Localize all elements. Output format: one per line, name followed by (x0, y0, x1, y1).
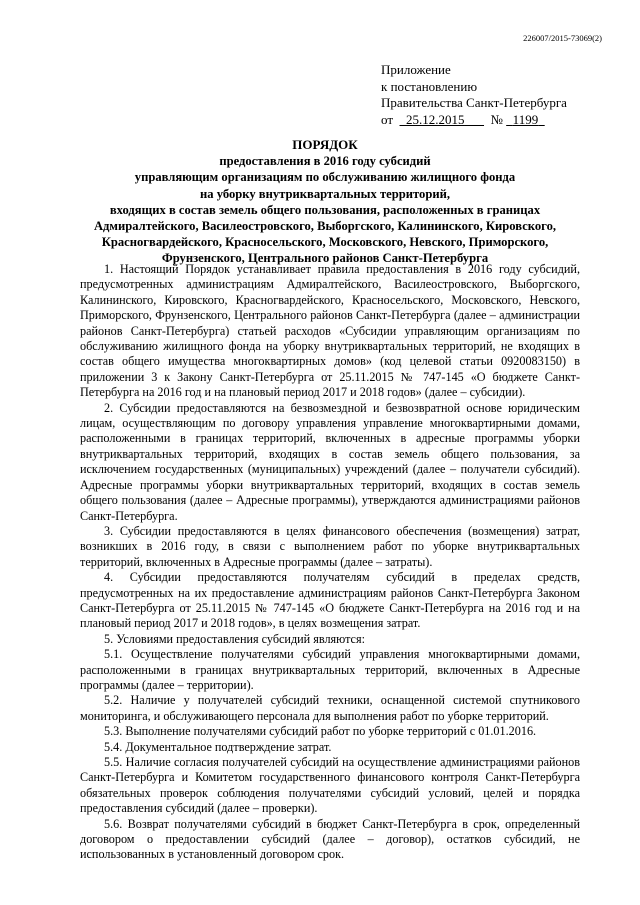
document-title: ПОРЯДОК (292, 137, 358, 152)
appendix-government: Правительства Санкт-Петербурга (381, 95, 567, 110)
paragraph-3: 3. Субсидии предоставляются в целях финансового обеспечения (возмещения) затрат, возникших в 2016 году, в связи с выполнением работ по уборке внутриквартальных территорий, включенных в Адресные программы (далее – затраты). (80, 523, 580, 569)
heading-line-1: предоставления в 2016 году субсидий (219, 154, 431, 169)
heading-line-3: на уборку внутриквартальных территорий, (200, 186, 450, 201)
heading-line-5: Адмиралтейского, Василеостровского, Выборгского, Калининского, Кировского, (93, 219, 557, 234)
document-id: 226007/2015-73069(2) (523, 33, 602, 43)
appendix-block (381, 62, 611, 128)
paragraph-5-6: 5.6. Возврат получателями субсидий в бюджет Санкт-Петербурга в срок, определенный договором о предоставлении субсидий (далее – договор), остатков субсидий, не использованных в установленный договором срок. (80, 816, 580, 862)
number-prefix: № (490, 111, 503, 127)
date-prefix: от (381, 111, 394, 127)
resolution-number: 1199 (512, 111, 539, 127)
paragraph-5-2: 5.2. Наличие у получателей субсидий техники, оснащенной системой спутникового мониторинга, и обслуживающего персонала для выполнения работ по уборке территорий. (80, 693, 580, 723)
resolution-date: 25.12.2015 (406, 111, 465, 127)
paragraph-5-4: 5.4. Документальное подтверждение затрат. (104, 739, 332, 754)
document-body (80, 262, 580, 863)
paragraph-4: 4. Субсидии предоставляются получателям субсидий в пределах средств, предусмотренных на их предоставление администрациям районов Санкт-Петербурга Законом Санкт-Петербурга от 25.11.2015 № 747-145 «О бюджете Санкт-Петербурга на 2016 год и на плановый период 2017 и 2018 годов», в целях возмещения затрат. (80, 570, 580, 631)
paragraph-5-5: 5.5. Наличие согласия получателей субсидий на осуществление администрациями районов Санкт-Петербурга и Комитетом государственного финансового контроля Санкт-Петербурга обязательных проверок соблюдения получателями субсидий условий, целей и порядка предоставления субсидий (далее – проверки). (80, 755, 580, 816)
paragraph-5-1: 5.1. Осуществление получателями субсидий управления многоквартирными домами, расположенными в границах внутриквартальных территорий, включенных в Адресные программы (далее – территории). (80, 647, 580, 692)
paragraph-5: 5. Условиями предоставления субсидий являются: (104, 631, 365, 646)
heading-line-7: Фрунзенского, Центрального районов Санкт-Петербурга (161, 251, 489, 266)
paragraph-2: 2. Субсидии предоставляются на безвозмездной и безвозвратной основе юридическим лицам, осуществляющим по договору управления управление многоквартирными домами, расположенными в границах территорий, включенных в адресные программы уборки внутриквартальных территорий, входящих в состав земель общего пользования, за исключением государственных (муниципальных) учреждений (далее – получатели субсидий). Адресные программы уборки внутриквартальных территорий, входящих в состав земель общего пользования (далее – Адресные программы), утверждаются администрациями районов Санкт-Петербурга. (80, 400, 580, 523)
document-heading (60, 137, 590, 267)
appendix-resolution: к постановлению (381, 78, 478, 94)
heading-line-4: входящих в состав земель общего пользования, расположенных в границах (109, 202, 541, 217)
appendix-date-line (381, 112, 611, 129)
paragraph-5-3: 5.3. Выполнение получателями субсидий работ по уборке территорий с 01.01.2016. (104, 724, 537, 739)
appendix-label: Приложение (381, 62, 451, 77)
heading-line-2: управляющим организациям по обслуживанию жилищного фонда (134, 170, 516, 185)
heading-line-6: Красногвардейского, Красносельского, Московского, Невского, Приморского, (101, 235, 549, 250)
paragraph-1: 1. Настоящий Порядок устанавливает правила предоставления в 2016 году субсидий, предусмотренных администрациям Адмиралтейского, Василеостровского, Выборгского, Калининского, Кировского, Красногвардейского, Красносельского, Московского, Невского, Приморского, Фрунзенского, Центрального районов Санкт-Петербурга (далее – администрации районов Санкт-Петербурга) статьей расходов «Субсидии управляющим организациям по обслуживанию жилищного фонда на уборку внутриквартальных территорий, не входящих в состав общего имущества многоквартирных домов» (код целевой статьи 0920083150) в приложении 3 к Закону Санкт-Петербурга от 25.11.2015 № 747-145 «О бюджете Санкт-Петербурга на 2016 год и на плановый период 2017 и 2018 годов» (далее – субсидии). (80, 262, 580, 400)
